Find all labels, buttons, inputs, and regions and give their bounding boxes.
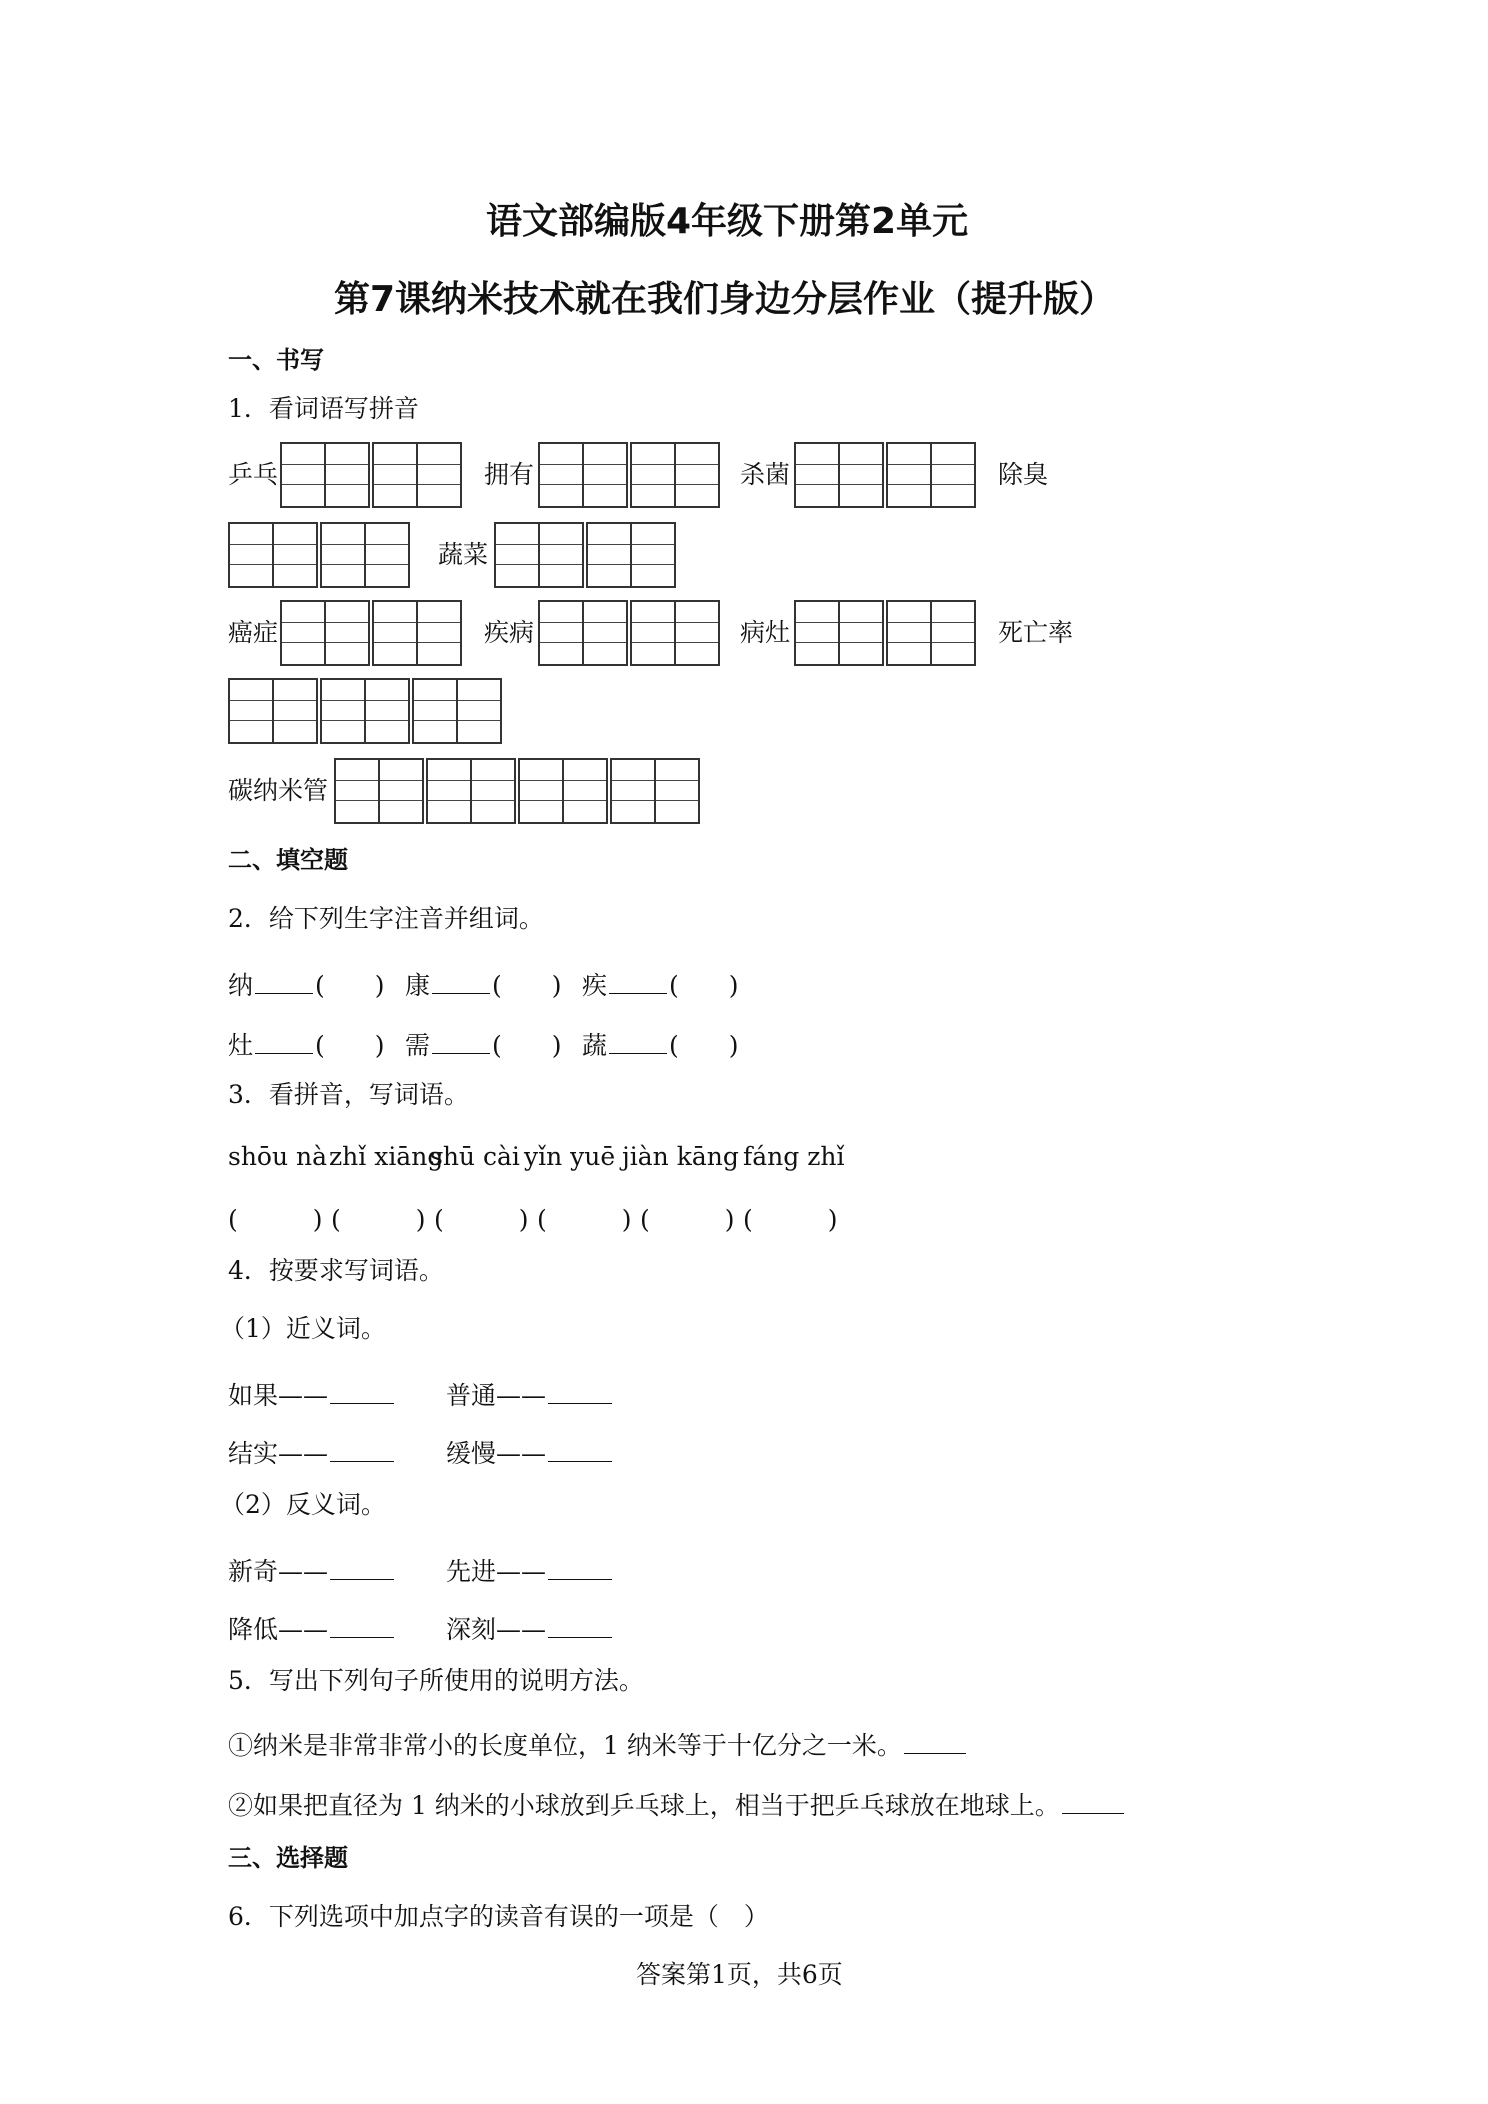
word-pingpang: 乒乓 <box>228 460 279 489</box>
question-3: 3．看拼音，写词语。 <box>228 1080 469 1109</box>
q4-ant-row-1 <box>228 1552 614 1588</box>
pinyin-blank[interactable] <box>432 993 490 994</box>
answer-paren[interactable]: ( ) <box>434 1205 529 1234</box>
pinyin-cell[interactable] <box>886 600 976 666</box>
pinyin-item: zhǐ xiāng <box>329 1142 444 1171</box>
q3-pinyin-row <box>228 1142 844 1171</box>
title-line-2: 第7课纳米技术就在我们身边分层作业（提升版） <box>334 279 1116 320</box>
q2-row-2 <box>228 1026 751 1062</box>
q5-sentence-1 <box>228 1726 968 1762</box>
q4-synonyms-label: （1）近义词。 <box>220 1314 386 1343</box>
answer-blank[interactable] <box>904 1753 966 1754</box>
answer-blank[interactable] <box>548 1403 612 1404</box>
pinyin-item: shōu nà <box>228 1142 328 1171</box>
word-paren[interactable]: ( ) <box>492 1031 562 1060</box>
pinyin-blank[interactable] <box>255 1053 313 1054</box>
answer-blank[interactable] <box>548 1579 612 1580</box>
answer-paren[interactable]: ( ) <box>331 1205 426 1234</box>
pinyin-grid-bingzao[interactable] <box>794 600 978 666</box>
page-footer: 答案第1页，共6页 <box>636 1960 843 1989</box>
section-heading-writing: 一、书写 <box>228 346 324 374</box>
word-prompt: 结实—— <box>228 1439 329 1468</box>
pinyin-blank[interactable] <box>609 1053 667 1054</box>
word-jibing: 疾病 <box>484 618 535 647</box>
word-paren[interactable]: ( ) <box>315 971 385 1000</box>
pinyin-grid-siwanglv[interactable] <box>228 678 504 744</box>
answer-blank[interactable] <box>330 1403 394 1404</box>
question-6: 6．下列选项中加点字的读音有误的一项是（ ） <box>228 1902 769 1931</box>
pinyin-cell[interactable] <box>494 522 584 588</box>
pinyin-cell[interactable] <box>794 442 884 508</box>
q2-char: 纳 <box>228 971 254 1000</box>
word-tannamiguan: 碳纳米管 <box>228 776 329 805</box>
word-prompt: 缓慢—— <box>446 1439 547 1468</box>
pinyin-cell[interactable] <box>280 600 370 666</box>
answer-blank[interactable] <box>548 1637 612 1638</box>
title-line-1: 语文部编版4年级下册第2单元 <box>486 201 969 242</box>
pinyin-cell[interactable] <box>538 442 628 508</box>
pinyin-grid-yongyou[interactable] <box>538 442 722 508</box>
pinyin-cell[interactable] <box>630 442 720 508</box>
word-bingzao: 病灶 <box>740 618 791 647</box>
q4-syn-row-2 <box>228 1434 614 1470</box>
pinyin-item: jiàn kāng <box>622 1142 739 1171</box>
pinyin-blank[interactable] <box>432 1053 490 1054</box>
q4-syn-row-1 <box>228 1376 614 1412</box>
pinyin-cell[interactable] <box>228 522 318 588</box>
q2-char: 疾 <box>582 971 608 1000</box>
word-prompt: 降低—— <box>228 1615 329 1644</box>
section-heading-fill-blank: 二、填空题 <box>228 846 348 874</box>
q3-answer-row <box>228 1200 838 1236</box>
section-heading-choice: 三、选择题 <box>228 1844 348 1872</box>
pinyin-cell[interactable] <box>794 600 884 666</box>
pinyin-grid-shajun[interactable] <box>794 442 978 508</box>
answer-blank[interactable] <box>330 1579 394 1580</box>
question-1: 1．看词语写拼音 <box>228 394 419 423</box>
word-paren[interactable]: ( ) <box>315 1031 385 1060</box>
q2-char: 需 <box>405 1031 431 1060</box>
pinyin-item: shū cài <box>430 1142 520 1171</box>
pinyin-grid-aizheng[interactable] <box>280 600 464 666</box>
q2-row-1 <box>228 966 751 1002</box>
pinyin-grid-shucai[interactable] <box>494 522 678 588</box>
answer-blank[interactable] <box>330 1637 394 1638</box>
word-prompt: 新奇—— <box>228 1557 329 1586</box>
pinyin-cell[interactable] <box>334 758 424 824</box>
pinyin-cell[interactable] <box>630 600 720 666</box>
pinyin-cell[interactable] <box>586 522 676 588</box>
question-4: 4．按要求写词语。 <box>228 1256 444 1285</box>
pinyin-cell[interactable] <box>280 442 370 508</box>
answer-paren[interactable]: ( ) <box>537 1205 632 1234</box>
pinyin-cell[interactable] <box>372 600 462 666</box>
word-siwanglv: 死亡率 <box>998 618 1074 647</box>
word-paren[interactable]: ( ) <box>669 971 739 1000</box>
pinyin-item: yǐn yuē <box>524 1142 616 1171</box>
q4-ant-row-2 <box>228 1610 614 1646</box>
word-paren[interactable]: ( ) <box>492 971 562 1000</box>
sentence-text: ②如果把直径为 1 纳米的小球放到乒乓球上，相当于把乒乓球放在地球上。 <box>228 1791 1060 1820</box>
q2-char: 灶 <box>228 1031 254 1060</box>
word-shucai: 蔬菜 <box>438 540 489 569</box>
q5-sentence-2 <box>228 1786 1126 1822</box>
question-2: 2．给下列生字注音并组词。 <box>228 904 544 933</box>
answer-blank[interactable] <box>548 1461 612 1462</box>
q2-char: 康 <box>405 971 431 1000</box>
q4-antonyms-label: （2）反义词。 <box>220 1490 386 1519</box>
pinyin-grid-chuchou[interactable] <box>228 522 412 588</box>
word-shajun: 杀菌 <box>740 460 791 489</box>
sentence-text: ①纳米是非常非常小的长度单位，1 纳米等于十亿分之一米。 <box>228 1731 902 1760</box>
pinyin-item: fáng zhǐ <box>743 1142 845 1171</box>
answer-blank[interactable] <box>330 1461 394 1462</box>
pinyin-cell[interactable] <box>518 758 608 824</box>
pinyin-blank[interactable] <box>609 993 667 994</box>
pinyin-cell[interactable] <box>610 758 700 824</box>
pinyin-grid-tannamiguan[interactable] <box>334 758 702 824</box>
pinyin-cell[interactable] <box>886 442 976 508</box>
question-5: 5．写出下列句子所使用的说明方法。 <box>228 1666 644 1695</box>
pinyin-grid-pingpang[interactable] <box>280 442 464 508</box>
word-prompt: 普通—— <box>446 1381 547 1410</box>
answer-paren[interactable]: ( ) <box>640 1205 735 1234</box>
q2-char: 蔬 <box>582 1031 608 1060</box>
pinyin-cell[interactable] <box>320 522 410 588</box>
word-yongyou: 拥有 <box>484 460 535 489</box>
answer-blank[interactable] <box>1062 1813 1124 1814</box>
word-prompt: 如果—— <box>228 1381 329 1410</box>
word-prompt: 先进—— <box>446 1557 547 1586</box>
answer-paren[interactable]: ( ) <box>228 1205 323 1234</box>
pinyin-cell[interactable] <box>320 678 410 744</box>
word-chuchou: 除臭 <box>998 460 1049 489</box>
word-prompt: 深刻—— <box>446 1615 547 1644</box>
pinyin-cell[interactable] <box>412 678 502 744</box>
pinyin-cell[interactable] <box>538 600 628 666</box>
pinyin-blank[interactable] <box>255 993 313 994</box>
answer-paren[interactable]: ( ) <box>743 1205 838 1234</box>
pinyin-grid-jibing[interactable] <box>538 600 722 666</box>
pinyin-cell[interactable] <box>372 442 462 508</box>
pinyin-cell[interactable] <box>228 678 318 744</box>
word-aizheng: 癌症 <box>228 618 279 647</box>
word-paren[interactable]: ( ) <box>669 1031 739 1060</box>
pinyin-cell[interactable] <box>426 758 516 824</box>
